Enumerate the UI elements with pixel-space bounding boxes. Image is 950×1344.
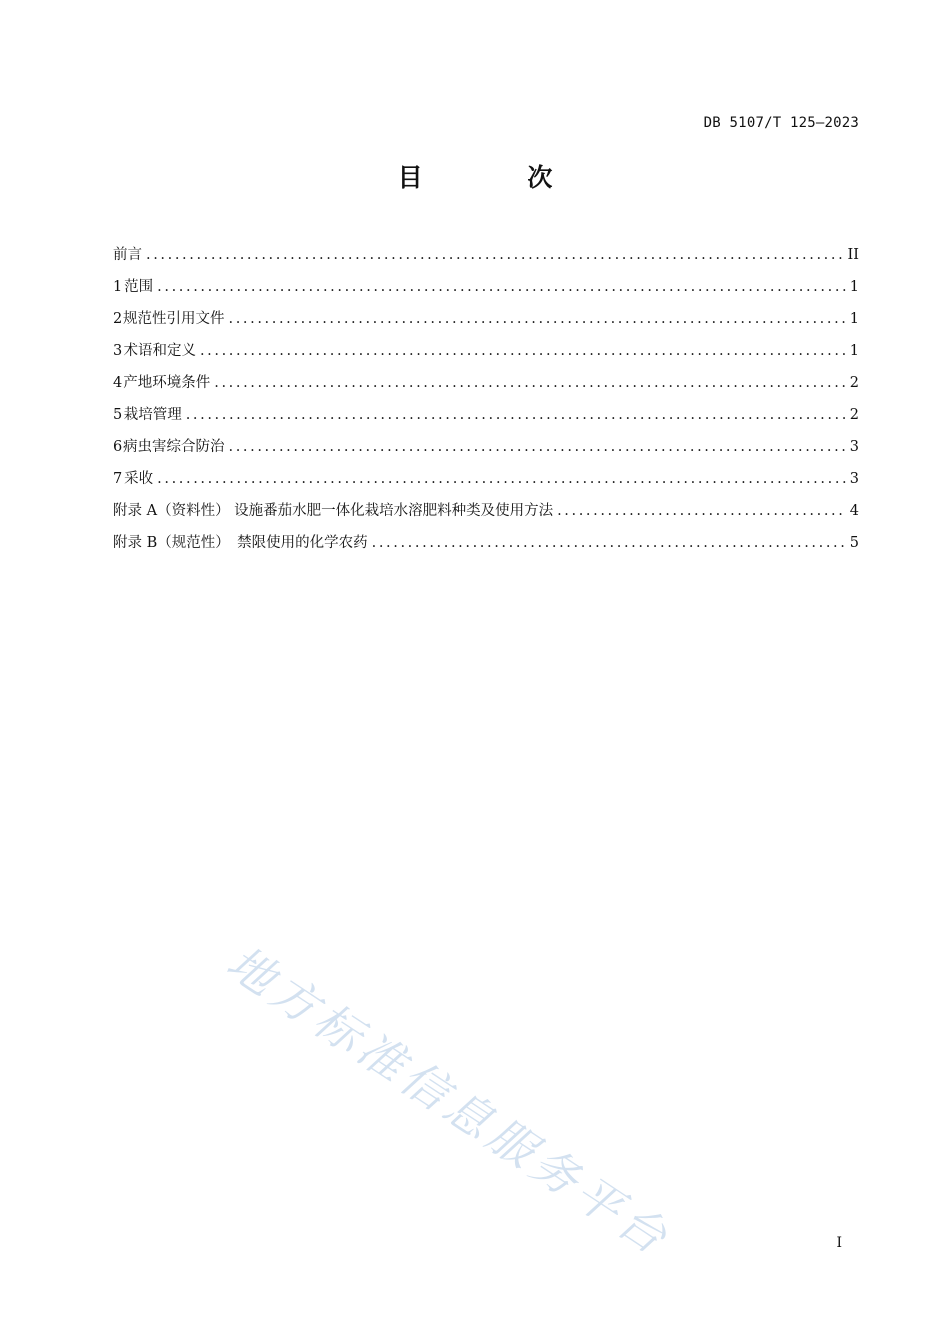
toc-entry-label: 附录 B（规范性） <box>113 535 230 551</box>
toc-entry-foreword[interactable] <box>113 243 859 275</box>
toc-dot-leader <box>214 375 846 391</box>
toc-dot-leader <box>186 407 846 423</box>
toc-dot-leader <box>229 439 846 455</box>
toc-entry-number: 6 <box>113 439 123 455</box>
toc-dot-leader <box>229 311 846 327</box>
toc-dot-leader <box>157 279 846 295</box>
toc-entry-label: 栽培管理 <box>123 407 182 423</box>
toc-entry-label: 产地环境条件 <box>123 375 211 391</box>
toc-entry-number: 5 <box>113 407 123 423</box>
toc-entry-page: 1 <box>849 279 859 295</box>
toc-entry-number: 7 <box>113 471 123 487</box>
page-title: 目 次 <box>397 163 601 192</box>
watermark: 地方标准信息服务平台 <box>217 934 681 1268</box>
document-code: DB 5107/T 125—2023 <box>703 115 859 131</box>
toc-entry-number: 3 <box>113 343 123 359</box>
toc-entry-number: 4 <box>113 375 123 391</box>
toc-entry-page: II <box>847 247 859 263</box>
toc-dot-leader <box>200 343 846 359</box>
toc-entry-page: 3 <box>849 439 859 455</box>
toc-entry-label: 附录 A（资料性） <box>113 503 230 519</box>
toc-entry-number: 2 <box>113 311 123 327</box>
toc-dot-leader <box>146 247 844 263</box>
toc-entry-subtitle: 禁限使用的化学农药 <box>237 535 368 551</box>
toc-entry-page: 3 <box>849 471 859 487</box>
toc-entry-page: 2 <box>849 375 859 391</box>
toc-entry-label: 采收 <box>124 471 154 487</box>
toc-entry-scope[interactable] <box>113 275 859 307</box>
toc-entry-subtitle: 设施番茄水肥一体化栽培水溶肥料种类及使用方法 <box>234 503 554 519</box>
toc-entry-normative-references[interactable] <box>113 307 859 339</box>
toc-entry-page: 4 <box>849 503 859 519</box>
toc-entry-page: 2 <box>849 407 859 423</box>
toc-entry-page: 1 <box>849 343 859 359</box>
toc-entry-cultivation[interactable] <box>113 403 859 435</box>
toc-entry-label: 范围 <box>124 279 154 295</box>
toc-entry-appendix-b[interactable] <box>113 531 859 563</box>
toc-entry-appendix-a[interactable] <box>113 499 859 531</box>
toc-dot-leader <box>157 471 846 487</box>
toc-dot-leader <box>372 535 846 551</box>
toc-dot-leader <box>557 503 846 519</box>
toc-entry-label: 规范性引用文件 <box>123 311 225 327</box>
toc-entry-environment[interactable] <box>113 371 859 403</box>
toc-entry-harvest[interactable] <box>113 467 859 499</box>
toc-entry-pest-control[interactable] <box>113 435 859 467</box>
page-number: I <box>836 1235 842 1251</box>
toc-entry-terms-definitions[interactable] <box>113 339 859 371</box>
toc-entry-label: 前言 <box>113 247 142 263</box>
table-of-contents <box>113 243 859 563</box>
toc-entry-page: 5 <box>849 535 859 551</box>
toc-entry-label: 病虫害综合防治 <box>123 439 225 455</box>
toc-entry-page: 1 <box>849 311 859 327</box>
toc-entry-number: 1 <box>113 279 123 295</box>
toc-entry-label: 术语和定义 <box>123 343 196 359</box>
